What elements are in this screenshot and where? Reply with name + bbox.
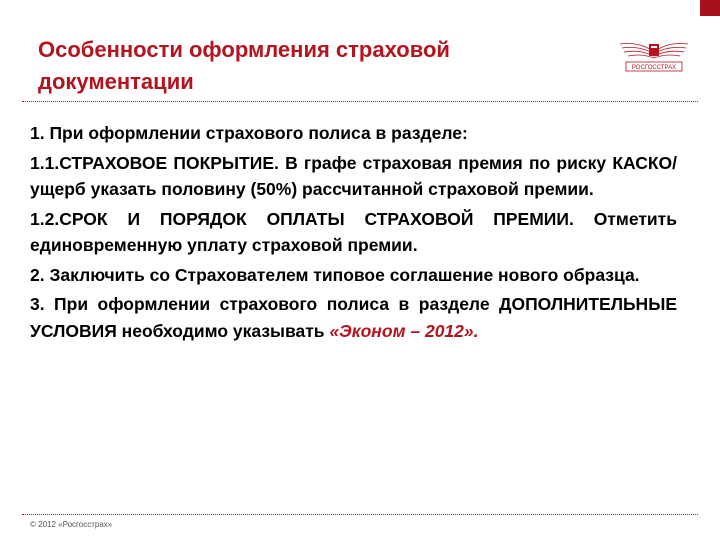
- title-line-1: Особенности оформления страховой: [38, 37, 450, 62]
- eagle-emblem-icon: [612, 32, 696, 78]
- paragraph-3: [30, 291, 677, 344]
- footer-divider: [22, 514, 698, 515]
- header-divider: [22, 101, 698, 102]
- tariff-name: «Эконом – 2012».: [329, 320, 479, 341]
- slide-body: [30, 120, 677, 347]
- corner-accent: [700, 0, 720, 16]
- logo-text: РОСГОССТРАХ: [631, 65, 677, 71]
- paragraph-3-text: 3. При оформлении страхового полиса в разделе ДОПОЛНИТЕЛЬНЫЕ УСЛОВИЯ необходимо указывать: [30, 294, 677, 341]
- paragraph-1-2: 1.2.СРОК И ПОРЯДОК ОПЛАТЫ СТРАХОВОЙ ПРЕМИИ. Отметить единовременную уплату страховой премии.: [30, 208, 677, 255]
- paragraph-2: 2. Заключить со Страхователем типовое соглашение нового образца.: [30, 264, 640, 285]
- copyright-footer: © 2012 «Росгосстрах»: [30, 520, 113, 529]
- paragraph-1: 1. При оформлении страхового полиса в разделе:: [30, 123, 468, 143]
- slide-title: [38, 34, 598, 98]
- company-logo: [612, 32, 696, 78]
- paragraph-1-1: 1.1.СТРАХОВОЕ ПОКРЫТИЕ. В графе страховая премия по риску КАСКО/ущерб указать половину (50%) рассчитанной страховой премии.: [30, 152, 677, 199]
- title-line-2: документации: [38, 69, 194, 94]
